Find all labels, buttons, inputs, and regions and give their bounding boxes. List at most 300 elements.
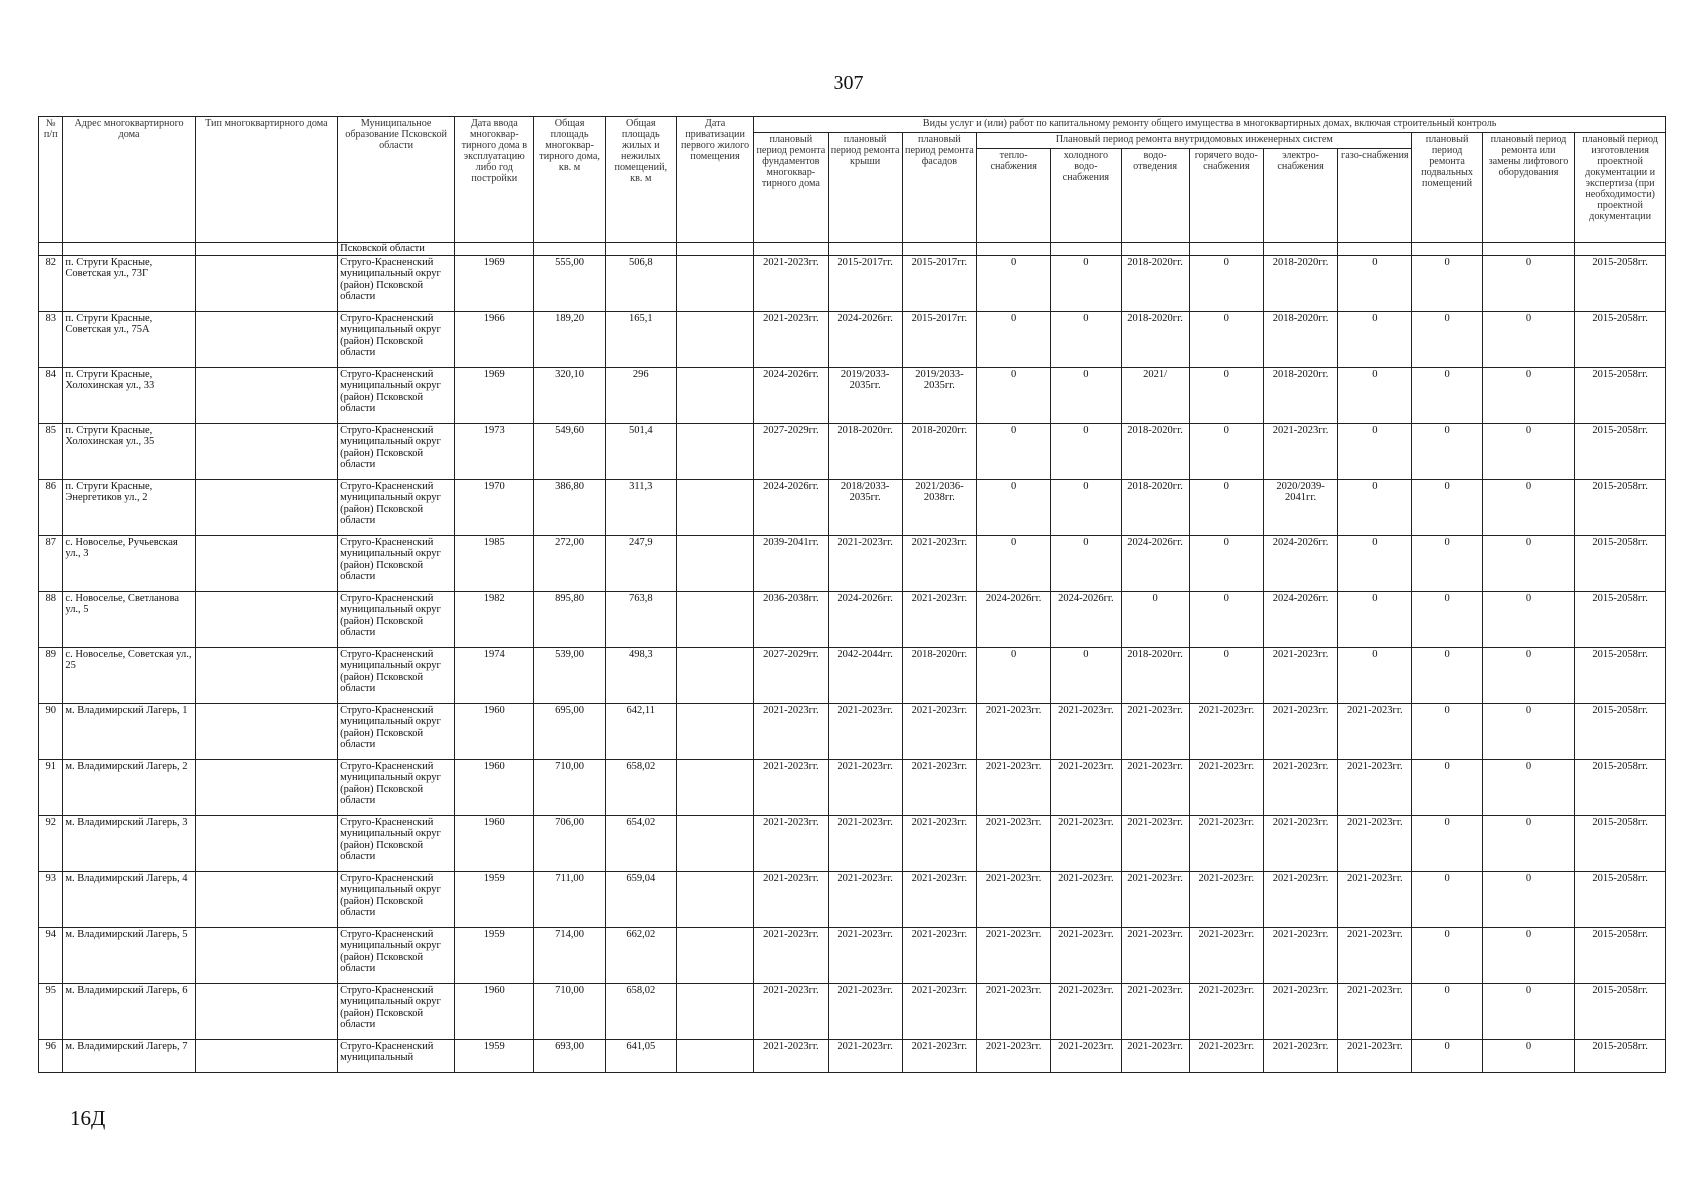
privatization-cell bbox=[676, 535, 753, 591]
elevator-cell: 0 bbox=[1482, 535, 1575, 591]
roof-cell: 2024-2026гг. bbox=[828, 591, 902, 647]
basement-cell: 0 bbox=[1412, 647, 1482, 703]
facade-cell: 2021-2023гг. bbox=[902, 591, 976, 647]
design-cell: 2015-2058гг. bbox=[1575, 703, 1666, 759]
address-cell: п. Струги Красные, Советская ул., 75А bbox=[63, 311, 195, 367]
gas-cell: 2021-2023гг. bbox=[1338, 815, 1412, 871]
roof-cell: 2018-2020гг. bbox=[828, 423, 902, 479]
total-area-cell: 710,00 bbox=[534, 759, 605, 815]
year-cell: 1960 bbox=[455, 703, 534, 759]
type-cell bbox=[195, 1039, 337, 1072]
sewer-cell: 2021-2023гг. bbox=[1121, 815, 1189, 871]
design-cell: 2015-2058гг. bbox=[1575, 423, 1666, 479]
table-row bbox=[39, 535, 1666, 591]
table-row bbox=[39, 703, 1666, 759]
foundation-cell: 2021-2023гг. bbox=[754, 927, 828, 983]
facade-cell: 2021-2023гг. bbox=[902, 815, 976, 871]
type-cell bbox=[195, 647, 337, 703]
basement-cell: 0 bbox=[1412, 255, 1482, 311]
heat-cell: 0 bbox=[977, 367, 1051, 423]
cold-water-cell: 0 bbox=[1051, 647, 1121, 703]
elevator-cell: 0 bbox=[1482, 591, 1575, 647]
cold-water-cell: 2024-2026гг. bbox=[1051, 591, 1121, 647]
table-row bbox=[39, 311, 1666, 367]
elevator-cell: 0 bbox=[1482, 367, 1575, 423]
heat-cell: 2021-2023гг. bbox=[977, 759, 1051, 815]
sewer-cell: 2018-2020гг. bbox=[1121, 479, 1189, 535]
municipality-cell: Струго-Красненский муниципальный округ (район) Псковской области bbox=[338, 927, 455, 983]
address-cell: п. Струги Красные, Советская ул., 73Г bbox=[63, 255, 195, 311]
year-cell: 1985 bbox=[455, 535, 534, 591]
header-residential-area: Общая площадь жилых и нежилых помещений, кв. м bbox=[605, 117, 676, 243]
gas-cell: 2021-2023гг. bbox=[1338, 927, 1412, 983]
gas-cell: 0 bbox=[1338, 311, 1412, 367]
residential-area-cell: 659,04 bbox=[605, 871, 676, 927]
design-cell: 2015-2058гг. bbox=[1575, 479, 1666, 535]
basement-cell: 0 bbox=[1412, 535, 1482, 591]
privatization-cell bbox=[676, 479, 753, 535]
foundation-cell: 2021-2023гг. bbox=[754, 815, 828, 871]
hot-water-cell: 2021-2023гг. bbox=[1189, 703, 1263, 759]
design-cell: 2015-2058гг. bbox=[1575, 647, 1666, 703]
foundation-cell: 2021-2023гг. bbox=[754, 759, 828, 815]
roof-cell: 2018/2033-2035гг. bbox=[828, 479, 902, 535]
row-number: 92 bbox=[39, 815, 63, 871]
year-cell: 1959 bbox=[455, 927, 534, 983]
header-total-area: Общая площадь многоквар-тирного дома, кв. м bbox=[534, 117, 605, 243]
gas-cell: 2021-2023гг. bbox=[1338, 703, 1412, 759]
foundation-cell: 2021-2023гг. bbox=[754, 983, 828, 1039]
electric-cell: 2021-2023гг. bbox=[1263, 759, 1337, 815]
sewer-cell: 2018-2020гг. bbox=[1121, 255, 1189, 311]
elevator-cell: 0 bbox=[1482, 647, 1575, 703]
cold-water-cell: 0 bbox=[1051, 535, 1121, 591]
foundation-cell: 2021-2023гг. bbox=[754, 311, 828, 367]
row-number: 84 bbox=[39, 367, 63, 423]
facade-cell: 2019/2033-2035гг. bbox=[902, 367, 976, 423]
type-cell bbox=[195, 311, 337, 367]
year-cell: 1973 bbox=[455, 423, 534, 479]
row-number: 95 bbox=[39, 983, 63, 1039]
header-address: Адрес многоквартирного дома bbox=[63, 117, 195, 243]
address-cell: с. Новоселье, Ручьевская ул., 3 bbox=[63, 535, 195, 591]
residential-area-cell: 662,02 bbox=[605, 927, 676, 983]
foundation-cell: 2024-2026гг. bbox=[754, 479, 828, 535]
address-cell: с. Новоселье, Светланова ул., 5 bbox=[63, 591, 195, 647]
privatization-cell bbox=[676, 703, 753, 759]
cold-water-cell: 2021-2023гг. bbox=[1051, 983, 1121, 1039]
electric-cell: 2018-2020гг. bbox=[1263, 367, 1337, 423]
residential-area-cell: 506,8 bbox=[605, 255, 676, 311]
table-row bbox=[39, 983, 1666, 1039]
hot-water-cell: 2021-2023гг. bbox=[1189, 815, 1263, 871]
cold-water-cell: 0 bbox=[1051, 479, 1121, 535]
municipality-cell: Струго-Красненский муниципальный округ (район) Псковской области bbox=[338, 871, 455, 927]
residential-area-cell: 658,02 bbox=[605, 759, 676, 815]
residential-area-cell: 498,3 bbox=[605, 647, 676, 703]
year-cell: 1982 bbox=[455, 591, 534, 647]
privatization-cell bbox=[676, 255, 753, 311]
municipality-cell: Струго-Красненский муниципальный округ (район) Псковской области bbox=[338, 703, 455, 759]
basement-cell: 0 bbox=[1412, 423, 1482, 479]
cold-water-cell: 2021-2023гг. bbox=[1051, 1039, 1121, 1072]
heat-cell: 0 bbox=[977, 311, 1051, 367]
type-cell bbox=[195, 815, 337, 871]
year-cell: 1966 bbox=[455, 311, 534, 367]
table-row bbox=[39, 591, 1666, 647]
gas-cell: 0 bbox=[1338, 423, 1412, 479]
sewer-cell: 2021-2023гг. bbox=[1121, 1039, 1189, 1072]
heat-cell: 0 bbox=[977, 255, 1051, 311]
sewer-cell: 2018-2020гг. bbox=[1121, 647, 1189, 703]
electric-cell: 2021-2023гг. bbox=[1263, 927, 1337, 983]
address-cell: м. Владимирский Лагерь, 5 bbox=[63, 927, 195, 983]
privatization-cell bbox=[676, 591, 753, 647]
elevator-cell: 0 bbox=[1482, 815, 1575, 871]
privatization-cell bbox=[676, 759, 753, 815]
foundation-cell: 2021-2023гг. bbox=[754, 1039, 828, 1072]
total-area-cell: 539,00 bbox=[534, 647, 605, 703]
basement-cell: 0 bbox=[1412, 871, 1482, 927]
elevator-cell: 0 bbox=[1482, 759, 1575, 815]
residential-area-cell: 501,4 bbox=[605, 423, 676, 479]
continuation-row bbox=[39, 243, 1666, 256]
table-body bbox=[39, 243, 1666, 1073]
foundation-cell: 2024-2026гг. bbox=[754, 367, 828, 423]
type-cell bbox=[195, 983, 337, 1039]
electric-cell: 2020/2039-2041гг. bbox=[1263, 479, 1337, 535]
header-roof: плановый период ремонта крыши bbox=[828, 133, 902, 243]
type-cell bbox=[195, 255, 337, 311]
facade-cell: 2021-2023гг. bbox=[902, 703, 976, 759]
municipality-cell: Струго-Красненский муниципальный округ (район) Псковской области bbox=[338, 479, 455, 535]
residential-area-cell: 296 bbox=[605, 367, 676, 423]
heat-cell: 0 bbox=[977, 423, 1051, 479]
elevator-cell: 0 bbox=[1482, 983, 1575, 1039]
privatization-cell bbox=[676, 871, 753, 927]
address-cell: п. Струги Красные, Холохинская ул., 33 bbox=[63, 367, 195, 423]
roof-cell: 2021-2023гг. bbox=[828, 927, 902, 983]
row-number: 91 bbox=[39, 759, 63, 815]
header-design: плановый период изготовления проектной документации и экспертиза (при необходимости) проектной документации bbox=[1575, 133, 1666, 243]
hot-water-cell: 0 bbox=[1189, 311, 1263, 367]
design-cell: 2015-2058гг. bbox=[1575, 255, 1666, 311]
capital-repair-table bbox=[38, 116, 1666, 1073]
elevator-cell: 0 bbox=[1482, 255, 1575, 311]
privatization-cell bbox=[676, 423, 753, 479]
basement-cell: 0 bbox=[1412, 591, 1482, 647]
heat-cell: 2021-2023гг. bbox=[977, 983, 1051, 1039]
privatization-cell bbox=[676, 367, 753, 423]
year-cell: 1960 bbox=[455, 759, 534, 815]
foundation-cell: 2027-2029гг. bbox=[754, 423, 828, 479]
municipality-cell: Струго-Красненский муниципальный округ (район) Псковской области bbox=[338, 367, 455, 423]
municipality-cell: Струго-Красненский муниципальный округ (район) Псковской области bbox=[338, 591, 455, 647]
gas-cell: 0 bbox=[1338, 647, 1412, 703]
heat-cell: 2021-2023гг. bbox=[977, 703, 1051, 759]
header-elevator: плановый период ремонта или замены лифтового оборудования bbox=[1482, 133, 1575, 243]
municipality-cell: Струго-Красненский муниципальный округ (район) Псковской области bbox=[338, 311, 455, 367]
year-cell: 1969 bbox=[455, 367, 534, 423]
type-cell bbox=[195, 367, 337, 423]
privatization-cell bbox=[676, 311, 753, 367]
address-cell: м. Владимирский Лагерь, 1 bbox=[63, 703, 195, 759]
header-gas: газо-снабжения bbox=[1338, 149, 1412, 243]
design-cell: 2015-2058гг. bbox=[1575, 591, 1666, 647]
row-number: 93 bbox=[39, 871, 63, 927]
design-cell: 2015-2058гг. bbox=[1575, 927, 1666, 983]
type-cell bbox=[195, 535, 337, 591]
header-sewer: водо-отведения bbox=[1121, 149, 1189, 243]
hot-water-cell: 0 bbox=[1189, 255, 1263, 311]
foundation-cell: 2021-2023гг. bbox=[754, 255, 828, 311]
municipality-cell: Струго-Красненский муниципальный округ (район) Псковской области bbox=[338, 759, 455, 815]
header-type: Тип многоквартирного дома bbox=[195, 117, 337, 243]
basement-cell: 0 bbox=[1412, 311, 1482, 367]
foundation-cell: 2036-2038гг. bbox=[754, 591, 828, 647]
hot-water-cell: 0 bbox=[1189, 423, 1263, 479]
facade-cell: 2018-2020гг. bbox=[902, 647, 976, 703]
total-area-cell: 189,20 bbox=[534, 311, 605, 367]
total-area-cell: 711,00 bbox=[534, 871, 605, 927]
gas-cell: 0 bbox=[1338, 367, 1412, 423]
elevator-cell: 0 bbox=[1482, 703, 1575, 759]
gas-cell: 2021-2023гг. bbox=[1338, 983, 1412, 1039]
municipality-cell: Струго-Красненский муниципальный округ (район) Псковской области bbox=[338, 983, 455, 1039]
gas-cell: 2021-2023гг. bbox=[1338, 871, 1412, 927]
residential-area-cell: 165,1 bbox=[605, 311, 676, 367]
year-cell: 1974 bbox=[455, 647, 534, 703]
year-cell: 1959 bbox=[455, 871, 534, 927]
hot-water-cell: 2021-2023гг. bbox=[1189, 927, 1263, 983]
heat-cell: 2021-2023гг. bbox=[977, 871, 1051, 927]
electric-cell: 2021-2023гг. bbox=[1263, 815, 1337, 871]
cold-water-cell: 2021-2023гг. bbox=[1051, 759, 1121, 815]
year-cell: 1960 bbox=[455, 983, 534, 1039]
row-number: 86 bbox=[39, 479, 63, 535]
gas-cell: 0 bbox=[1338, 255, 1412, 311]
total-area-cell: 555,00 bbox=[534, 255, 605, 311]
privatization-cell bbox=[676, 983, 753, 1039]
design-cell: 2015-2058гг. bbox=[1575, 311, 1666, 367]
cold-water-cell: 2021-2023гг. bbox=[1051, 927, 1121, 983]
facade-cell: 2015-2017гг. bbox=[902, 255, 976, 311]
table-row bbox=[39, 255, 1666, 311]
total-area-cell: 549,60 bbox=[534, 423, 605, 479]
sewer-cell: 2024-2026гг. bbox=[1121, 535, 1189, 591]
privatization-cell bbox=[676, 927, 753, 983]
gas-cell: 2021-2023гг. bbox=[1338, 759, 1412, 815]
header-basement: плановый период ремонта подвальных помещений bbox=[1412, 133, 1482, 243]
elevator-cell: 0 bbox=[1482, 479, 1575, 535]
facade-cell: 2021-2023гг. bbox=[902, 1039, 976, 1072]
type-cell bbox=[195, 871, 337, 927]
heat-cell: 2024-2026гг. bbox=[977, 591, 1051, 647]
facade-cell: 2021-2023гг. bbox=[902, 983, 976, 1039]
row-number: 85 bbox=[39, 423, 63, 479]
hot-water-cell: 2021-2023гг. bbox=[1189, 759, 1263, 815]
roof-cell: 2021-2023гг. bbox=[828, 871, 902, 927]
total-area-cell: 695,00 bbox=[534, 703, 605, 759]
roof-cell: 2021-2023гг. bbox=[828, 703, 902, 759]
type-cell bbox=[195, 591, 337, 647]
roof-cell: 2019/2033-2035гг. bbox=[828, 367, 902, 423]
heat-cell: 2021-2023гг. bbox=[977, 927, 1051, 983]
roof-cell: 2042-2044гг. bbox=[828, 647, 902, 703]
address-cell: м. Владимирский Лагерь, 2 bbox=[63, 759, 195, 815]
sewer-cell: 2021-2023гг. bbox=[1121, 983, 1189, 1039]
electric-cell: 2018-2020гг. bbox=[1263, 311, 1337, 367]
cold-water-cell: 0 bbox=[1051, 367, 1121, 423]
header-services-group: Виды услуг и (или) работ по капитальному ремонту общего имущества в многоквартирных домах, включая строительный контроль bbox=[754, 117, 1666, 133]
row-number: 83 bbox=[39, 311, 63, 367]
address-cell: м. Владимирский Лагерь, 3 bbox=[63, 815, 195, 871]
header-privatization-date: Дата приватизации первого жилого помещения bbox=[676, 117, 753, 243]
hot-water-cell: 0 bbox=[1189, 535, 1263, 591]
facade-cell: 2021-2023гг. bbox=[902, 535, 976, 591]
row-number: 82 bbox=[39, 255, 63, 311]
type-cell bbox=[195, 423, 337, 479]
privatization-cell bbox=[676, 1039, 753, 1072]
header-facade: плановый период ремонта фасадов bbox=[902, 133, 976, 243]
table-row bbox=[39, 815, 1666, 871]
electric-cell: 2021-2023гг. bbox=[1263, 1039, 1337, 1072]
header-heat: тепло-снабжения bbox=[977, 149, 1051, 243]
basement-cell: 0 bbox=[1412, 815, 1482, 871]
heat-cell: 2021-2023гг. bbox=[977, 1039, 1051, 1072]
foundation-cell: 2021-2023гг. bbox=[754, 703, 828, 759]
type-cell bbox=[195, 927, 337, 983]
residential-area-cell: 311,3 bbox=[605, 479, 676, 535]
row-number: 96 bbox=[39, 1039, 63, 1072]
roof-cell: 2024-2026гг. bbox=[828, 311, 902, 367]
total-area-cell: 714,00 bbox=[534, 927, 605, 983]
roof-cell: 2021-2023гг. bbox=[828, 1039, 902, 1072]
basement-cell: 0 bbox=[1412, 367, 1482, 423]
header-foundation: плановый период ремонта фундаментов многоквар-тирного дома bbox=[754, 133, 828, 243]
total-area-cell: 320,10 bbox=[534, 367, 605, 423]
electric-cell: 2024-2026гг. bbox=[1263, 591, 1337, 647]
elevator-cell: 0 bbox=[1482, 927, 1575, 983]
residential-area-cell: 247,9 bbox=[605, 535, 676, 591]
design-cell: 2015-2058гг. bbox=[1575, 871, 1666, 927]
total-area-cell: 693,00 bbox=[534, 1039, 605, 1072]
design-cell: 2015-2058гг. bbox=[1575, 759, 1666, 815]
cold-water-cell: 0 bbox=[1051, 423, 1121, 479]
heat-cell: 0 bbox=[977, 479, 1051, 535]
roof-cell: 2021-2023гг. bbox=[828, 815, 902, 871]
total-area-cell: 710,00 bbox=[534, 983, 605, 1039]
facade-cell: 2021-2023гг. bbox=[902, 871, 976, 927]
electric-cell: 2021-2023гг. bbox=[1263, 871, 1337, 927]
roof-cell: 2021-2023гг. bbox=[828, 759, 902, 815]
hot-water-cell: 0 bbox=[1189, 367, 1263, 423]
cold-water-cell: 2021-2023гг. bbox=[1051, 703, 1121, 759]
electric-cell: 2024-2026гг. bbox=[1263, 535, 1337, 591]
foundation-cell: 2027-2029гг. bbox=[754, 647, 828, 703]
sewer-cell: 0 bbox=[1121, 591, 1189, 647]
hot-water-cell: 2021-2023гг. bbox=[1189, 871, 1263, 927]
total-area-cell: 706,00 bbox=[534, 815, 605, 871]
residential-area-cell: 763,8 bbox=[605, 591, 676, 647]
sewer-cell: 2021-2023гг. bbox=[1121, 703, 1189, 759]
address-cell: с. Новоселье, Советская ул., 25 bbox=[63, 647, 195, 703]
total-area-cell: 895,80 bbox=[534, 591, 605, 647]
header-cold-water: холодного водо-снабжения bbox=[1051, 149, 1121, 243]
municipality-cell: Струго-Красненский муниципальный округ (район) Псковской области bbox=[338, 815, 455, 871]
privatization-cell bbox=[676, 647, 753, 703]
municipality-cell: Струго-Красненский муниципальный округ (район) Псковской области bbox=[338, 647, 455, 703]
roof-cell: 2021-2023гг. bbox=[828, 983, 902, 1039]
foundation-cell: 2021-2023гг. bbox=[754, 871, 828, 927]
design-cell: 2015-2058гг. bbox=[1575, 983, 1666, 1039]
gas-cell: 0 bbox=[1338, 591, 1412, 647]
header-municipality: Муниципальное образование Псковской области bbox=[338, 117, 455, 243]
row-number: 90 bbox=[39, 703, 63, 759]
elevator-cell: 0 bbox=[1482, 1039, 1575, 1072]
municipality-cell: Струго-Красненский муниципальный округ (район) Псковской области bbox=[338, 423, 455, 479]
facade-cell: 2018-2020гг. bbox=[902, 423, 976, 479]
total-area-cell: 272,00 bbox=[534, 535, 605, 591]
sewer-cell: 2021-2023гг. bbox=[1121, 871, 1189, 927]
basement-cell: 0 bbox=[1412, 983, 1482, 1039]
privatization-cell bbox=[676, 815, 753, 871]
electric-cell: 2021-2023гг. bbox=[1263, 423, 1337, 479]
basement-cell: 0 bbox=[1412, 479, 1482, 535]
design-cell: 2015-2058гг. bbox=[1575, 535, 1666, 591]
electric-cell: 2021-2023гг. bbox=[1263, 983, 1337, 1039]
header-hot-water: горячего водо-снабжения bbox=[1189, 149, 1263, 243]
roof-cell: 2015-2017гг. bbox=[828, 255, 902, 311]
residential-area-cell: 642,11 bbox=[605, 703, 676, 759]
roof-cell: 2021-2023гг. bbox=[828, 535, 902, 591]
total-area-cell: 386,80 bbox=[534, 479, 605, 535]
address-cell: п. Струги Красные, Энергетиков ул., 2 bbox=[63, 479, 195, 535]
row-number: 89 bbox=[39, 647, 63, 703]
address-cell: п. Струги Красные, Холохинская ул., 35 bbox=[63, 423, 195, 479]
municipality-cell: Струго-Красненский муниципальный округ (район) Псковской области bbox=[338, 535, 455, 591]
type-cell bbox=[195, 703, 337, 759]
table-row bbox=[39, 423, 1666, 479]
header-electric: электро-снабжения bbox=[1263, 149, 1337, 243]
facade-cell: 2021-2023гг. bbox=[902, 927, 976, 983]
cold-water-cell: 2021-2023гг. bbox=[1051, 871, 1121, 927]
row-number: 87 bbox=[39, 535, 63, 591]
electric-cell: 2021-2023гг. bbox=[1263, 647, 1337, 703]
gas-cell: 0 bbox=[1338, 535, 1412, 591]
header-num: № п/п bbox=[39, 117, 63, 243]
cold-water-cell: 0 bbox=[1051, 311, 1121, 367]
design-cell: 2015-2058гг. bbox=[1575, 815, 1666, 871]
type-cell bbox=[195, 479, 337, 535]
hot-water-cell: 0 bbox=[1189, 591, 1263, 647]
electric-cell: 2018-2020гг. bbox=[1263, 255, 1337, 311]
year-cell: 1959 bbox=[455, 1039, 534, 1072]
residential-area-cell: 658,02 bbox=[605, 983, 676, 1039]
basement-cell: 0 bbox=[1412, 927, 1482, 983]
row-number: 88 bbox=[39, 591, 63, 647]
cold-water-cell: 0 bbox=[1051, 255, 1121, 311]
sewer-cell: 2018-2020гг. bbox=[1121, 311, 1189, 367]
residential-area-cell: 654,02 bbox=[605, 815, 676, 871]
basement-cell: 0 bbox=[1412, 1039, 1482, 1072]
basement-cell: 0 bbox=[1412, 703, 1482, 759]
heat-cell: 2021-2023гг. bbox=[977, 815, 1051, 871]
page-number: 307 bbox=[833, 72, 864, 94]
residential-area-cell: 641,05 bbox=[605, 1039, 676, 1072]
design-cell: 2015-2058гг. bbox=[1575, 367, 1666, 423]
electric-cell: 2021-2023гг. bbox=[1263, 703, 1337, 759]
